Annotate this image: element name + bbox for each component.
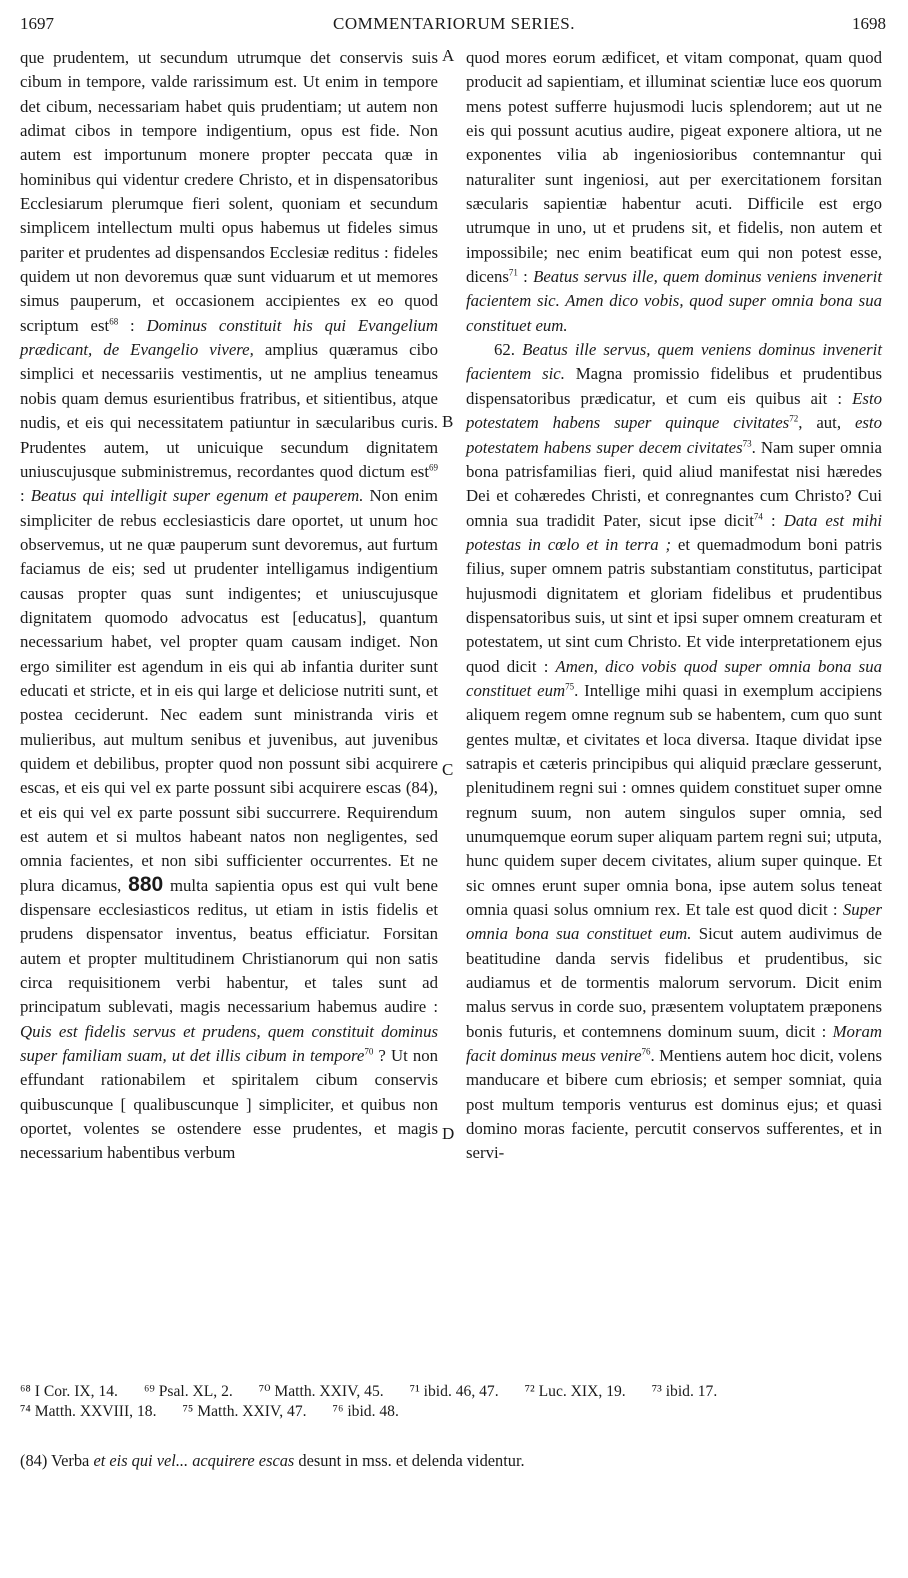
text-run: . Nam super omnia bona patrisfamilias fieri, quid aliud manifestat nisi hæredes Dei et cohæredes Christi, et conregnantes cum Christo? Cui omnia sua tradidit Pater, sicut ipse dicit [466, 437, 882, 530]
scripture-quote: Quis est fidelis servus et prudens, quem constituit dominus super familiam suam, ut det illis cibum in tempore [20, 1021, 438, 1066]
text-run: et quemadmodum boni patris filius, super omnem patris substantiam constitutus, participat hujusmodi dignitatem et gloriam fidelibus et prudentibus dispensatoribus suis, ut sint et ipsi super omnem creaturam et potestatem, ut sint cum Christo. Et vide interpretationem ejus quod dicit : [466, 534, 882, 676]
footnote: ⁷⁵ Matth. XXIV, 47. [182, 1403, 307, 1420]
left-column [20, 46, 438, 1166]
text-run: multa sapientia opus est qui vult bene dispensare ecclesiasticos reditus, ut etiam in istis fidelis et prudens dispensator inventus, beatus efficiatur. Forsitan autem et propter multitudinem Christianorum qui non satis circa requisitionem verbi habentur, et tales sunt ad principatum sublevati, magis necessarium habemus audire : [20, 875, 439, 1017]
note-quote: et eis qui vel... acquirere escas [93, 1451, 295, 1470]
footnote: ⁷¹ ibid. 46, 47. [409, 1383, 499, 1400]
text-run: , aut, [798, 413, 855, 433]
text-run: que prudentem, ut secundum utrumque det conservis suis cibum in tempore, valde rarissimum est. Ut enim in tempore det cibum, necessariam habet quis prudentiam; ut autem non adimat cibos in tempore indigentium, opus est fide. Non autem est importunum monere propter peccata quæ in hominibus qui videntur credere Christo, et in dispensatoribus Ecclesiarum plerumque fieri solent, quoniam et secundum simplicem intellectum multi opus habemus ut fideles simus pariter et prudentes ad dispensandos Ecclesiæ reditus : fideles quidem ut non devoremus quæ sunt viduarum et ut memores simus pauperum, et occasionem accipientes ex eo quod scriptum est [20, 48, 438, 335]
scripture-quote: Beatus ille servus, quem veniens dominus invenerit facientem sic. [466, 340, 883, 384]
footnote-ref: 71 [508, 267, 518, 278]
footnote: ⁷⁶ ibid. 48. [332, 1403, 399, 1420]
text-run: (84) Verba [20, 1451, 94, 1470]
footnote: ⁶⁸ I Cor. IX, 14. [20, 1383, 118, 1400]
page-number-left: 1697 [20, 14, 54, 33]
page-number-right: 1698 [852, 14, 886, 33]
footnote-ref: 70 [364, 1046, 374, 1057]
footnote: ⁷⁰ Matth. XXIV, 45. [258, 1383, 384, 1400]
text-run: : [517, 267, 534, 287]
text-run: Sicut autem audivimus de beatitudine danda servis fidelibus et prudentibus, sic audiamus et de tormentis malorum servorum. Dicit enim malus servus in corde suo, præsentem voluptatem præponens bonis futuris, et contemnens dominum suum, dicit : [466, 924, 882, 1041]
footnote-ref: 68 [109, 316, 119, 327]
footnote: ⁷³ ibid. 17. [651, 1383, 718, 1400]
text-run: . Mentiens autem hoc dicit, volens manducare et bibere cum ebriosis; et semper somniat, quia post multum temporis venturus est dominus ejus; et quasi domino moras faciente, percutit conservos sufferentes, et in servi- [466, 1046, 882, 1163]
scripture-quote: Beatus qui intelligit super egenum et pauperem. [30, 486, 364, 506]
scripture-quote: Esto potestatem habens super quinque civitates [466, 388, 882, 433]
text-run: : [20, 486, 31, 506]
margin-letter-d: D [442, 1124, 455, 1143]
scripture-quote: Dominus constituit his qui Evangelium prædicant, de Evangelio vivere, [20, 315, 438, 360]
text-run: ? Ut non effundant rationabilem et spiritalem cibum conservis quibuscunque [ qualibuscunque ] simpliciter, et quibus non oportet, volentes se ostendere esse prudentes, et magis necessarium habentibus verbum [20, 1046, 438, 1163]
text-run: : [118, 315, 147, 335]
scripture-quote: Amen, dico vobis quod super omnia bona sua constituet eum [466, 656, 882, 700]
footnote: ⁷⁴ Matth. XXVIII, 18. [20, 1403, 157, 1420]
margin-letter-b: B [442, 412, 454, 431]
scripture-quote: esto potestatem habens super decem civitates [466, 413, 882, 457]
editor-note [20, 1450, 886, 1472]
margin-letter-c: C [442, 760, 454, 779]
paragraph-number: 62. [494, 340, 523, 360]
text-run: Magna promissio fidelibus et prudentibus dispensatoribus prædicatur, et cum eis quibus ait : [466, 364, 882, 408]
text-run: quod mores eorum ædificet, et vitam componat, quam quod producit ad sapientiam, et illuminat scientiæ luce eos quorum mens potest sufferre hujusmodi lucis splendorem; aut ut ne eis qui possunt acutius audire, pigeat exponere altiora, ut ne exponentes vilia ab ingeniosioribus contemnantur qui naturaliter sunt ingeniosi, aut per exercitationem forsitan sæcularis sapientiæ habentur acuti. Difficile est ergo utrumque in uno, ut et prudens sit, et fidelis, non autem et impossibile; nec enim beatificat eum qui non potest esse, dicens [466, 48, 882, 287]
paragraph [466, 46, 882, 338]
text-run: desunt in mss. et delenda videntur. [294, 1451, 525, 1470]
footnote-line [20, 1402, 886, 1422]
footnote: ⁷² Luc. XIX, 19. [524, 1383, 626, 1400]
text-run: Non enim simpliciter de rebus ecclesiasticis dare oportet, ut unum hoc observemus, ut ne quæ pauperum sunt devoremus, aut furtum faciamus de eis; sed ut prudenter intelligamus indigentium causas propter quas sunt indigentes; et uniuscujusque dignitatem quomodo advocatus est [educatus], quantum necessarium habet, vel propter quam causam indiget. Non ergo similiter est agendum in eis qui ab infantia duriter sunt educati et stricte, et in eis qui large et deliciose nutriti sunt, et postea ceciderunt. Nec eadem sunt ministranda viris et mulieribus, aut multum senibus et juvenibus, aut juvenibus quidem et debilibus, propter quod non possunt sibi acquirere escas, et eis qui vel ex parte possunt sibi acquirere escas (84), et eis qui vel ex parte possunt sibi succurrere. Requirendum est autem et si multos habeant natos non negligentes, sed omnia facientes, et non sibi sufficienter occurrentes. Et ne plura dicamus, [20, 486, 438, 895]
paragraph [20, 46, 438, 1166]
text-run: . Intellige mihi quasi in exemplum accipiens aliquem regem omne regnum sub se habentem, cum quo sunt gentes multæ, et civitates et loca diversa. Itaque dividat ipse satrapis et cæteris principibus qui aliquid præclare gesserunt, plenitudinem regni sui : omnes quidem constituet super omne regnum suum, non autem singulos super omnia, sed unumquemque eorum super aliquam partem regni sui; utputa, hunc quidem super decem civitates, alium super quinque. Et sic omnes erunt super omnia bona, ipse autem solus teneat omnia quasi solus omnium rex. Et tale est quod dicit : [466, 680, 882, 920]
text-run: amplius quæramus cibo simplici et necessariis vestimentis, ut ne amplius teneamus nobis quam demus esurientibus fratribus, et sitientibus, atque nudis, et eis qui necessitatem patiuntur in sæcularibus curis. Prudentes autem, ut unicuique secundum dignitatem uniuscujusque subministremus, recordantes quod dictum est [20, 340, 438, 481]
scripture-quote: Moram facit dominus meus venire [466, 1021, 882, 1066]
text-run: : [762, 510, 784, 530]
scripture-quote: Super omnia bona sua constituet eum. [466, 900, 882, 944]
section-number: 880 [128, 872, 164, 896]
footnote-ref: 73 [742, 437, 752, 448]
scripture-quote: Beatus servus ille, quem dominus veniens invenerit facientem sic. Amen dico vobis, quod super omnia bona sua constituet eum. [466, 267, 882, 335]
footnote-ref: 69 [429, 462, 438, 473]
footnote-ref: 74 [753, 510, 763, 521]
scripture-quote: Data est mihi potestas in cœlo et in terra ; [466, 510, 882, 554]
footnote-ref: 72 [789, 413, 799, 424]
footnote-ref: 75 [565, 681, 575, 692]
footnotes [20, 1382, 886, 1422]
footnote: ⁶⁹ Psal. XL, 2. [143, 1383, 233, 1400]
footnote-line [20, 1382, 886, 1402]
right-column [466, 46, 882, 1166]
running-title: COMMENTARIORUM SERIES. [333, 14, 575, 33]
footnote-ref: 76 [641, 1046, 651, 1057]
margin-letter-a: A [442, 46, 455, 65]
paragraph [466, 338, 882, 1166]
